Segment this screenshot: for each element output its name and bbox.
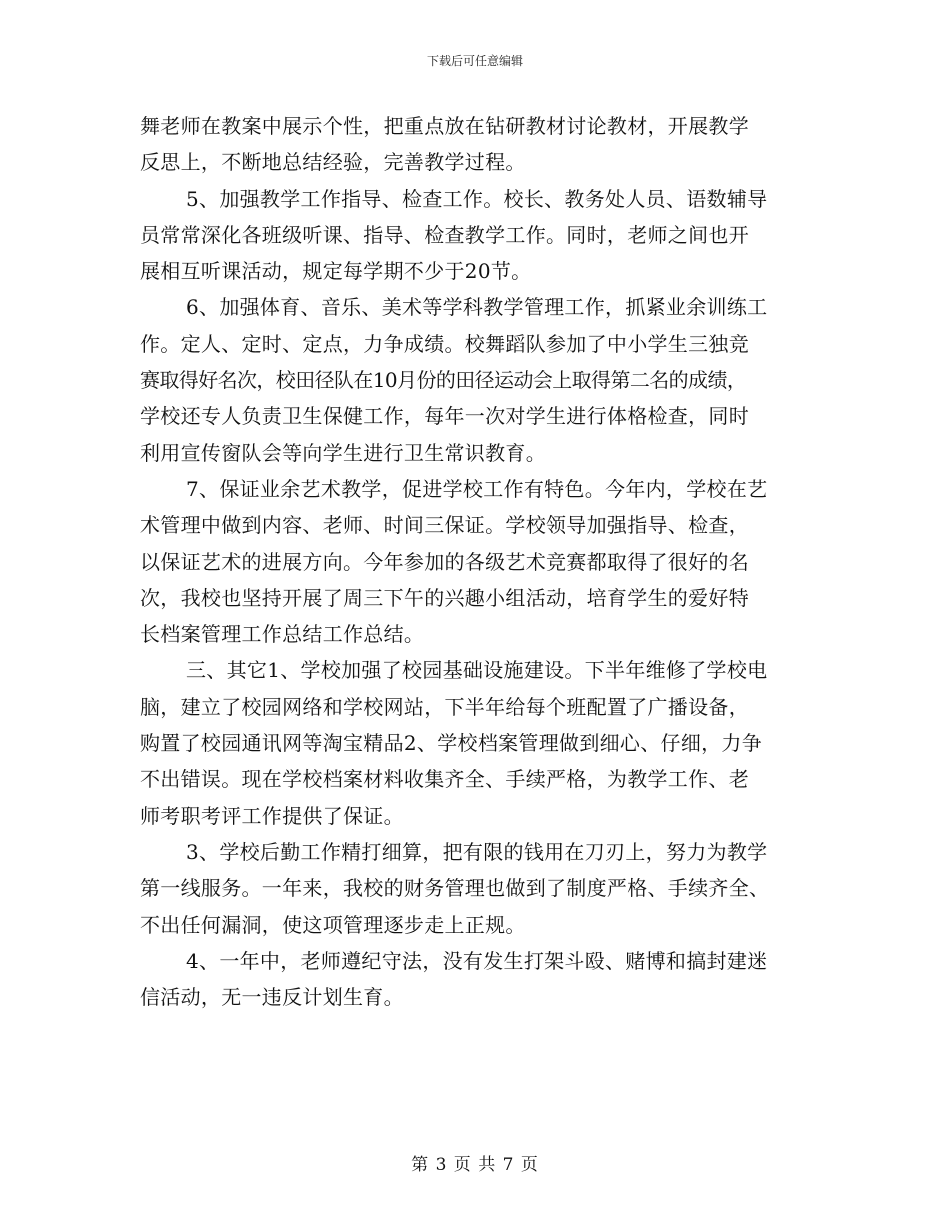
document-body <box>140 108 820 1015</box>
text-line: 次，我校也坚持开展了周三下午的兴趣小组活动，培育学生的爱好特 <box>140 585 749 610</box>
paragraph-start: 7、保证业余艺术教学，促进学校工作有特色。今年内，学校在艺 <box>186 476 768 501</box>
paragraph-start: 4、一年中，老师遵纪守法，没有发生打架斗殴、赌博和搞封建迷 <box>186 948 768 973</box>
paragraph-start: 三、其它1、学校加强了校园基础设施建设。下半年维修了学校电 <box>186 658 768 683</box>
text-line: 脑，建立了校园网络和学校网站，下半年给每个班配置了广播设备， <box>140 694 749 719</box>
text-line: 学校还专人负责卫生保健工作，每年一次对学生进行体格检查，同时 <box>140 404 749 429</box>
text-line: 第一线服务。一年来，我校的财务管理也做到了制度严格、手续齐全、 <box>140 876 770 901</box>
text-line: 不出任何漏洞，使这项管理逐步走上正规。 <box>140 912 526 937</box>
paragraph-start: 3、学校后勤工作精打细算，把有限的钱用在刀刃上，努力为教学 <box>186 839 768 864</box>
text-line: 信活动，无一违反计划生育。 <box>140 985 404 1010</box>
text-line: 长档案管理工作总结工作总结。 <box>140 622 425 647</box>
page-header: 下载后可任意编辑 <box>426 54 523 68</box>
paragraph-start: 5、加强教学工作指导、检查工作。校长、教务处人员、语数辅导 <box>186 186 768 211</box>
paragraph-start: 6、加强体育、音乐、美术等学科教学管理工作，抓紧业余训练工 <box>186 295 768 320</box>
text-line: 以保证艺术的进展方向。今年参加的各级艺术竞赛都取得了很好的名 <box>140 549 749 574</box>
text-line: 赛取得好名次，校田径队在10月份的田径运动会上取得第二名的成绩， <box>140 368 747 393</box>
page-number: 第 3 页 共 7 页 <box>411 1155 539 1175</box>
text-line: 术管理中做到内容、老师、时间三保证。学校领导加强指导、检查， <box>140 513 749 538</box>
text-line: 师考职考评工作提供了保证。 <box>140 803 404 828</box>
text-line: 舞老师在教案中展示个性，把重点放在钻研教材讨论教材，开展教学 <box>140 114 749 138</box>
text-line: 员常常深化各班级听课、指导、检查教学工作。同时，老师之间也开 <box>140 222 749 247</box>
text-line: 作。定人、定时、定点，力争成绩。校舞蹈队参加了中小学生三独竞 <box>140 331 749 356</box>
text-line: 不出错误。现在学校档案材料收集齐全、手续严格，为教学工作、老 <box>140 767 749 792</box>
text-line: 利用宣传窗队会等向学生进行卫生常识教育。 <box>140 440 546 465</box>
text-line: 展相互听课活动，规定每学期不少于20节。 <box>140 259 532 284</box>
text-line: 购置了校园通讯网等淘宝精品2、学校档案管理做到细心、仔细，力争 <box>140 731 763 756</box>
text-line: 反思上，不断地总结经验，完善教学过程。 <box>140 150 526 175</box>
